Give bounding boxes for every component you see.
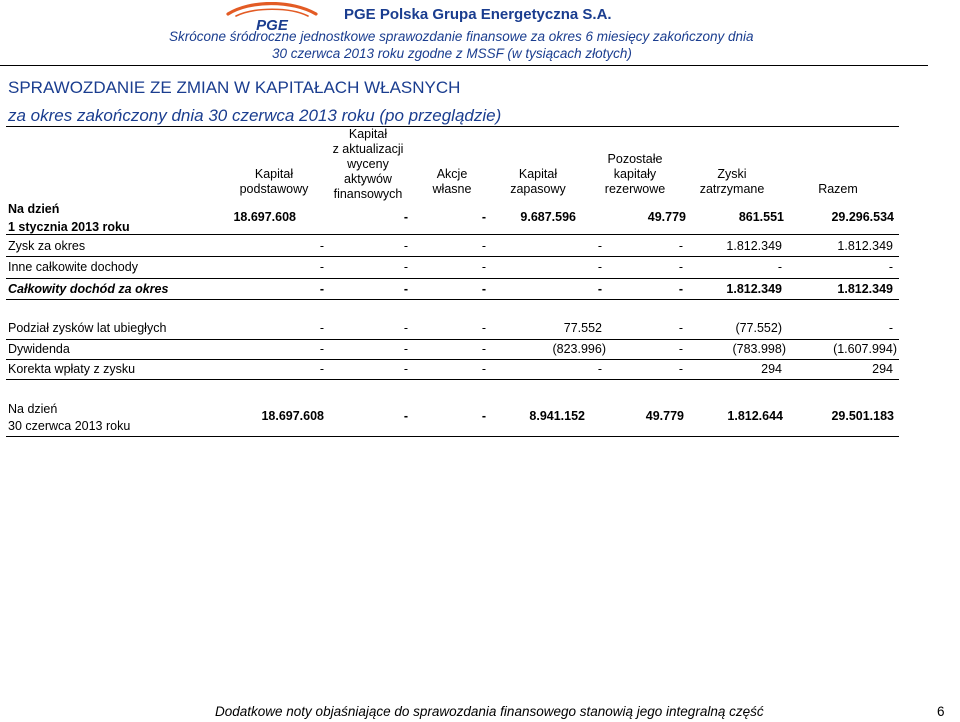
table-cell: 1.812.349 <box>837 239 893 253</box>
table-cell: 18.697.608 <box>261 409 324 423</box>
col-header-kapital-z-aktualizacji: Kapitał z aktualizacji wyceny aktywów finansowych <box>332 127 404 201</box>
table-cell: - <box>481 210 486 224</box>
row-label-calkowity-dochod: Całkowity dochód za okres <box>8 282 169 296</box>
row-rule <box>6 339 899 340</box>
table-cell: - <box>403 409 408 423</box>
table-cell: - <box>403 282 408 296</box>
col-header-kapital-zapasowy: Kapitał zapasowy <box>510 167 566 196</box>
table-cell: 49.779 <box>645 409 684 423</box>
table-cell: - <box>481 342 486 356</box>
table-cell: - <box>319 362 324 376</box>
logo-text: PGE <box>256 17 288 32</box>
table-cell: - <box>481 362 486 376</box>
row-label-closing-balance: Na dzień 30 czerwca 2013 roku <box>8 402 131 433</box>
report-title: SPRAWOZDANIE ZE ZMIAN W KAPITAŁACH WŁASNYCH <box>8 78 461 97</box>
company-name: PGE Polska Grupa Energetyczna S.A. <box>344 6 612 23</box>
row-rule <box>6 379 899 380</box>
header-subtitle-line1: Skrócone śródroczne jednostkowe sprawozdanie finansowe za okres 6 miesięcy zakończony dnia <box>169 29 754 44</box>
row-rule <box>6 234 899 235</box>
table-cell: - <box>403 239 408 253</box>
table-cell: - <box>597 282 602 296</box>
table-cell: - <box>777 260 782 274</box>
table-cell: - <box>319 321 324 335</box>
table-cell: 294 <box>761 362 782 376</box>
table-cell: - <box>481 282 486 296</box>
row-label-dywidenda: Dywidenda <box>8 342 70 356</box>
table-cell: - <box>319 239 324 253</box>
table-cell: - <box>319 282 324 296</box>
row-label-opening-balance: Na dzień 1 stycznia 2013 roku <box>8 202 130 234</box>
table-top-rule <box>6 126 899 127</box>
col-header-razem: Razem <box>818 182 858 196</box>
header-divider <box>0 65 928 66</box>
footer-note: Dodatkowe noty objaśniające do sprawozdania finansowego stanowią jego integralną część <box>215 704 764 719</box>
table-cell: - <box>678 239 683 253</box>
table-cell: 1.812.644 <box>727 409 783 423</box>
table-cell: - <box>403 342 408 356</box>
report-subtitle: za okres zakończony dnia 30 czerwca 2013 roku (po przeglądzie) <box>8 106 502 125</box>
table-cell: - <box>481 321 486 335</box>
table-cell: - <box>678 342 683 356</box>
row-rule <box>6 278 899 279</box>
table-cell: - <box>481 239 486 253</box>
table-cell: 29.296.534 <box>831 210 894 224</box>
header-subtitle-line2: 30 czerwca 2013 roku zgodne z MSSF (w tysiącach złotych) <box>272 46 632 61</box>
row-rule <box>6 256 899 257</box>
table-cell: 77.552 <box>563 321 602 335</box>
row-label-inne-calkowite-dochody: Inne całkowite dochody <box>8 260 138 274</box>
table-cell: - <box>678 282 683 296</box>
table-cell: (823.996) <box>552 342 606 356</box>
row-rule <box>6 359 899 360</box>
table-cell: - <box>319 342 324 356</box>
col-header-akcje-wlasne: Akcje własne <box>432 167 472 196</box>
table-cell: 861.551 <box>738 210 784 224</box>
table-cell: 49.779 <box>647 210 686 224</box>
table-cell: 1.812.349 <box>726 282 782 296</box>
row-label-korekta-wplaty: Korekta wpłaty z zysku <box>8 362 136 376</box>
table-cell: - <box>678 321 683 335</box>
row-rule <box>6 299 899 300</box>
table-cell: 9.687.596 <box>520 210 576 224</box>
table-cell: - <box>597 260 602 274</box>
table-cell: 29.501.183 <box>831 409 894 423</box>
table-cell: 1.812.349 <box>726 239 782 253</box>
col-header-kapital-podstawowy: Kapitał podstawowy <box>239 167 309 196</box>
row-label-podzial-zyskow: Podział zysków lat ubiegłych <box>8 321 167 335</box>
table-cell: (783.998) <box>732 342 786 356</box>
table-cell: - <box>403 362 408 376</box>
table-cell: - <box>888 260 893 274</box>
table-cell: 8.941.152 <box>529 409 585 423</box>
table-cell: (1.607.994) <box>833 342 897 356</box>
table-cell: (77.552) <box>735 321 782 335</box>
table-cell: - <box>403 321 408 335</box>
row-rule <box>6 436 899 437</box>
table-cell: 18.697.608 <box>233 210 296 224</box>
table-cell: - <box>403 260 408 274</box>
table-cell: - <box>678 260 683 274</box>
table-cell: - <box>319 260 324 274</box>
row-label-zysk-za-okres: Zysk za okres <box>8 239 86 253</box>
pge-logo <box>222 2 322 32</box>
table-cell: - <box>888 321 893 335</box>
table-cell: - <box>481 409 486 423</box>
table-cell: 1.812.349 <box>837 282 893 296</box>
table-cell: - <box>597 239 602 253</box>
table-cell: 294 <box>872 362 893 376</box>
col-header-pozostale-kapitaly: Pozostałe kapitały rezerwowe <box>604 152 666 196</box>
table-cell: - <box>481 260 486 274</box>
table-cell: - <box>678 362 683 376</box>
table-cell: - <box>403 210 408 224</box>
col-header-zyski-zatrzymane: Zyski zatrzymane <box>699 167 765 196</box>
page-number: 6 <box>937 704 945 719</box>
table-cell: - <box>597 362 602 376</box>
